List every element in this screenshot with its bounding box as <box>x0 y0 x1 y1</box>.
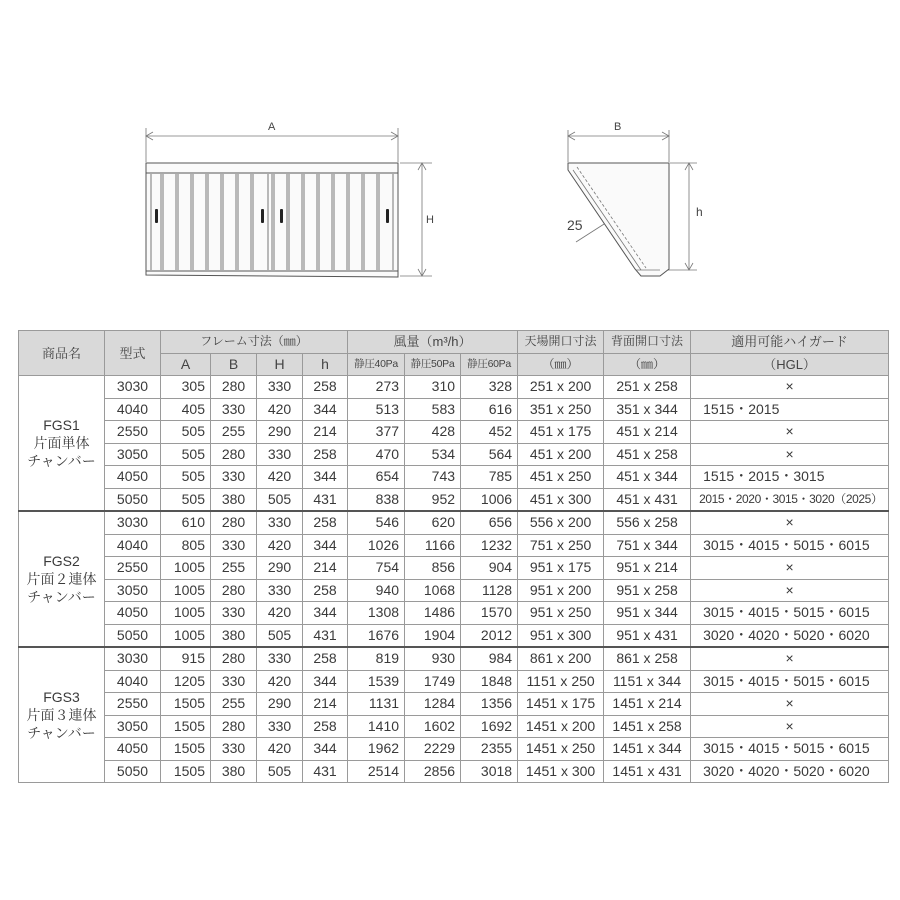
cell-h-lower: 258 <box>303 376 348 399</box>
cell-h-upper: 330 <box>257 715 303 738</box>
cell-top-opening: 861 x 200 <box>518 647 604 670</box>
cell-back-opening: 951 x 258 <box>604 579 691 602</box>
cell-top-opening: 451 x 300 <box>518 488 604 511</box>
cell-hgl: × <box>691 376 889 399</box>
cell-airflow-60pa: 1570 <box>461 602 518 625</box>
cell-top-opening: 1451 x 200 <box>518 715 604 738</box>
cell-airflow-40pa: 819 <box>348 647 405 670</box>
cell-back-opening: 951 x 431 <box>604 624 691 647</box>
product-name-cell <box>19 376 105 512</box>
header-col-40pa: 静圧40Pa <box>348 353 405 376</box>
cell-back-opening: 451 x 258 <box>604 443 691 466</box>
dim-label-a: A <box>268 121 276 133</box>
cell-h-upper: 420 <box>257 466 303 489</box>
cell-h-upper: 505 <box>257 760 303 783</box>
cell-top-opening: 951 x 175 <box>518 557 604 580</box>
cell-top-opening: 1451 x 250 <box>518 738 604 761</box>
header-col-60pa: 静圧60Pa <box>461 353 518 376</box>
cell-a: 1505 <box>161 738 211 761</box>
header-top-opening: 天場開口寸法 <box>518 331 604 354</box>
cell-hgl: × <box>691 579 889 602</box>
dim-label-b: B <box>614 121 622 133</box>
table-row <box>19 602 889 625</box>
cell-h-lower: 214 <box>303 421 348 444</box>
cell-h-lower: 431 <box>303 624 348 647</box>
cell-airflow-50pa: 2856 <box>405 760 461 783</box>
cell-h-upper: 330 <box>257 376 303 399</box>
cell-h-upper: 420 <box>257 602 303 625</box>
cell-hgl: 1515・2015・3015 <box>691 466 889 489</box>
table-row <box>19 466 889 489</box>
header-airflow: 風量（m³/h） <box>348 331 518 354</box>
cell-airflow-50pa: 1486 <box>405 602 461 625</box>
cell-airflow-50pa: 1749 <box>405 670 461 693</box>
cell-h-upper: 290 <box>257 557 303 580</box>
cell-hgl: × <box>691 421 889 444</box>
cell-top-opening: 556 x 200 <box>518 511 604 534</box>
cell-airflow-40pa: 377 <box>348 421 405 444</box>
cell-model: 5050 <box>105 760 161 783</box>
cell-top-opening: 351 x 250 <box>518 398 604 421</box>
header-model: 型式 <box>105 331 161 376</box>
header-back-opening: 背面開口寸法 <box>604 331 691 354</box>
cell-a: 915 <box>161 647 211 670</box>
cell-airflow-40pa: 754 <box>348 557 405 580</box>
table-body <box>19 376 889 783</box>
cell-airflow-60pa: 3018 <box>461 760 518 783</box>
cell-airflow-40pa: 838 <box>348 488 405 511</box>
cell-model: 3050 <box>105 715 161 738</box>
cell-a: 1005 <box>161 579 211 602</box>
cell-h-lower: 258 <box>303 715 348 738</box>
cell-a: 505 <box>161 488 211 511</box>
table-row <box>19 511 889 534</box>
table-row <box>19 376 889 399</box>
table-row <box>19 647 889 670</box>
cell-airflow-40pa: 940 <box>348 579 405 602</box>
cell-a: 1205 <box>161 670 211 693</box>
cell-airflow-60pa: 328 <box>461 376 518 399</box>
cell-airflow-60pa: 1848 <box>461 670 518 693</box>
cell-airflow-40pa: 1308 <box>348 602 405 625</box>
cell-hgl: × <box>691 693 889 716</box>
cell-hgl: × <box>691 511 889 534</box>
cell-airflow-60pa: 2012 <box>461 624 518 647</box>
cell-top-opening: 951 x 300 <box>518 624 604 647</box>
cell-back-opening: 451 x 431 <box>604 488 691 511</box>
cell-airflow-40pa: 546 <box>348 511 405 534</box>
cell-hgl: × <box>691 715 889 738</box>
cell-a: 1005 <box>161 557 211 580</box>
dim-label-h-lower: h <box>696 205 703 219</box>
cell-airflow-40pa: 470 <box>348 443 405 466</box>
cell-airflow-50pa: 1904 <box>405 624 461 647</box>
cell-model: 4050 <box>105 466 161 489</box>
cell-h-upper: 505 <box>257 624 303 647</box>
cell-b: 380 <box>211 624 257 647</box>
cell-model: 4050 <box>105 738 161 761</box>
cell-airflow-50pa: 1166 <box>405 534 461 557</box>
cell-hgl: 1515・2015 <box>691 398 889 421</box>
product-name-line1: 片面２連体 <box>26 571 97 587</box>
cell-airflow-60pa: 904 <box>461 557 518 580</box>
cell-hgl: 3015・4015・5015・6015 <box>691 738 889 761</box>
spec-table <box>18 330 889 783</box>
cell-b: 330 <box>211 738 257 761</box>
cell-airflow-50pa: 583 <box>405 398 461 421</box>
cell-hgl: 3020・4020・5020・6020 <box>691 624 889 647</box>
cell-airflow-50pa: 1284 <box>405 693 461 716</box>
table-row <box>19 421 889 444</box>
cell-airflow-60pa: 656 <box>461 511 518 534</box>
header-product-name: 商品名 <box>19 331 105 376</box>
cell-h-upper: 505 <box>257 488 303 511</box>
cell-h-lower: 344 <box>303 466 348 489</box>
cell-airflow-60pa: 1128 <box>461 579 518 602</box>
cell-h-upper: 290 <box>257 421 303 444</box>
cell-airflow-60pa: 785 <box>461 466 518 489</box>
cell-top-opening: 951 x 200 <box>518 579 604 602</box>
header-hgl: 適用可能ハイガード <box>691 331 889 354</box>
cell-top-opening: 451 x 175 <box>518 421 604 444</box>
cell-hgl: 3015・4015・5015・6015 <box>691 602 889 625</box>
cell-h-upper: 330 <box>257 647 303 670</box>
cell-back-opening: 451 x 214 <box>604 421 691 444</box>
cell-h-lower: 344 <box>303 602 348 625</box>
cell-top-opening: 1151 x 250 <box>518 670 604 693</box>
cell-model: 2550 <box>105 421 161 444</box>
cell-model: 3030 <box>105 647 161 670</box>
cell-airflow-50pa: 428 <box>405 421 461 444</box>
cell-top-opening: 951 x 250 <box>518 602 604 625</box>
cell-back-opening: 1151 x 344 <box>604 670 691 693</box>
header-col-b: B <box>211 353 257 376</box>
header-col-h-upper: H <box>257 353 303 376</box>
cell-h-upper: 420 <box>257 398 303 421</box>
cell-a: 1005 <box>161 624 211 647</box>
cell-h-upper: 420 <box>257 670 303 693</box>
cell-a: 1505 <box>161 760 211 783</box>
product-name-cell <box>19 647 105 783</box>
cell-a: 1505 <box>161 693 211 716</box>
cell-hgl: × <box>691 647 889 670</box>
cell-back-opening: 951 x 344 <box>604 602 691 625</box>
cell-a: 505 <box>161 466 211 489</box>
cell-model: 3030 <box>105 376 161 399</box>
table-row <box>19 670 889 693</box>
cell-airflow-50pa: 1068 <box>405 579 461 602</box>
cell-hgl: × <box>691 443 889 466</box>
cell-top-opening: 251 x 200 <box>518 376 604 399</box>
cell-airflow-60pa: 984 <box>461 647 518 670</box>
table-row <box>19 443 889 466</box>
table-row <box>19 760 889 783</box>
product-name-line1: 片面３連体 <box>26 707 97 723</box>
cell-b: 280 <box>211 647 257 670</box>
cell-airflow-50pa: 2229 <box>405 738 461 761</box>
cell-model: 2550 <box>105 693 161 716</box>
header-hgl-sub: （HGL） <box>691 353 889 376</box>
cell-airflow-40pa: 1026 <box>348 534 405 557</box>
cell-model: 5050 <box>105 624 161 647</box>
cell-back-opening: 1451 x 344 <box>604 738 691 761</box>
product-code: FGS1 <box>43 417 80 433</box>
cell-airflow-50pa: 743 <box>405 466 461 489</box>
table-row <box>19 579 889 602</box>
cell-b: 255 <box>211 557 257 580</box>
cell-airflow-40pa: 513 <box>348 398 405 421</box>
cell-airflow-60pa: 1356 <box>461 693 518 716</box>
table-header <box>19 331 889 376</box>
cell-a: 305 <box>161 376 211 399</box>
cell-back-opening: 351 x 344 <box>604 398 691 421</box>
cell-back-opening: 556 x 258 <box>604 511 691 534</box>
cell-back-opening: 1451 x 431 <box>604 760 691 783</box>
cell-b: 330 <box>211 398 257 421</box>
table-row <box>19 488 889 511</box>
cell-airflow-50pa: 620 <box>405 511 461 534</box>
cell-h-lower: 214 <box>303 693 348 716</box>
cell-hgl: 2015・2020・3015・3020（2025） <box>691 488 889 511</box>
cell-a: 505 <box>161 421 211 444</box>
product-name-line2: チャンバー <box>27 725 96 741</box>
cell-hgl: 3015・4015・5015・6015 <box>691 534 889 557</box>
cell-back-opening: 951 x 214 <box>604 557 691 580</box>
cell-top-opening: 451 x 250 <box>518 466 604 489</box>
technical-drawings <box>0 0 900 320</box>
table-row <box>19 557 889 580</box>
cell-h-upper: 330 <box>257 511 303 534</box>
cell-b: 380 <box>211 488 257 511</box>
cell-model: 2550 <box>105 557 161 580</box>
cell-back-opening: 1451 x 258 <box>604 715 691 738</box>
cell-model: 3050 <box>105 443 161 466</box>
product-name-line2: チャンバー <box>27 589 96 605</box>
cell-airflow-40pa: 1410 <box>348 715 405 738</box>
table-row <box>19 534 889 557</box>
cell-h-upper: 330 <box>257 443 303 466</box>
table-row <box>19 738 889 761</box>
header-col-a: A <box>161 353 211 376</box>
cell-airflow-40pa: 1539 <box>348 670 405 693</box>
header-frame-dims: フレーム寸法（㎜） <box>161 331 348 354</box>
table-row <box>19 693 889 716</box>
cell-airflow-60pa: 616 <box>461 398 518 421</box>
cell-b: 330 <box>211 534 257 557</box>
cell-airflow-50pa: 856 <box>405 557 461 580</box>
dim-label-25: 25 <box>567 217 583 233</box>
table-row <box>19 398 889 421</box>
cell-airflow-60pa: 1232 <box>461 534 518 557</box>
cell-h-lower: 431 <box>303 760 348 783</box>
cell-airflow-60pa: 452 <box>461 421 518 444</box>
cell-top-opening: 451 x 200 <box>518 443 604 466</box>
product-code: FGS2 <box>43 553 80 569</box>
cell-model: 3050 <box>105 579 161 602</box>
cell-top-opening: 751 x 250 <box>518 534 604 557</box>
cell-b: 330 <box>211 466 257 489</box>
cell-a: 1505 <box>161 715 211 738</box>
table-row <box>19 624 889 647</box>
cell-back-opening: 251 x 258 <box>604 376 691 399</box>
cell-model: 4040 <box>105 670 161 693</box>
cell-back-opening: 751 x 344 <box>604 534 691 557</box>
cell-back-opening: 451 x 344 <box>604 466 691 489</box>
product-code: FGS3 <box>43 689 80 705</box>
cell-h-lower: 344 <box>303 738 348 761</box>
cell-b: 255 <box>211 421 257 444</box>
cell-airflow-40pa: 1676 <box>348 624 405 647</box>
cell-h-upper: 290 <box>257 693 303 716</box>
cell-h-lower: 431 <box>303 488 348 511</box>
cell-airflow-40pa: 2514 <box>348 760 405 783</box>
cell-airflow-60pa: 1692 <box>461 715 518 738</box>
cell-h-lower: 344 <box>303 534 348 557</box>
cell-hgl: × <box>691 557 889 580</box>
cell-airflow-60pa: 2355 <box>461 738 518 761</box>
cell-h-lower: 258 <box>303 511 348 534</box>
cell-h-upper: 420 <box>257 738 303 761</box>
cell-back-opening: 1451 x 214 <box>604 693 691 716</box>
cell-top-opening: 1451 x 300 <box>518 760 604 783</box>
cell-model: 4040 <box>105 534 161 557</box>
product-name-cell <box>19 511 105 647</box>
cell-a: 505 <box>161 443 211 466</box>
cell-a: 805 <box>161 534 211 557</box>
table-row <box>19 715 889 738</box>
cell-airflow-40pa: 1131 <box>348 693 405 716</box>
cell-b: 255 <box>211 693 257 716</box>
cell-h-lower: 214 <box>303 557 348 580</box>
cell-model: 3030 <box>105 511 161 534</box>
header-back-opening-unit: （㎜） <box>604 353 691 376</box>
product-name-line2: チャンバー <box>27 453 96 469</box>
cell-a: 610 <box>161 511 211 534</box>
cell-model: 4050 <box>105 602 161 625</box>
cell-airflow-50pa: 930 <box>405 647 461 670</box>
header-top-opening-unit: （㎜） <box>518 353 604 376</box>
header-col-h-lower: h <box>303 353 348 376</box>
cell-top-opening: 1451 x 175 <box>518 693 604 716</box>
front-view-drawing <box>0 0 900 320</box>
cell-hgl: 3020・4020・5020・6020 <box>691 760 889 783</box>
cell-b: 280 <box>211 579 257 602</box>
cell-h-upper: 330 <box>257 579 303 602</box>
cell-h-lower: 344 <box>303 670 348 693</box>
cell-model: 5050 <box>105 488 161 511</box>
cell-airflow-50pa: 310 <box>405 376 461 399</box>
cell-h-lower: 258 <box>303 443 348 466</box>
cell-b: 330 <box>211 602 257 625</box>
header-col-50pa: 静圧50Pa <box>405 353 461 376</box>
dim-label-h-upper: H <box>426 214 434 226</box>
cell-airflow-60pa: 1006 <box>461 488 518 511</box>
product-name-line1: 片面単体 <box>33 435 90 451</box>
cell-airflow-40pa: 654 <box>348 466 405 489</box>
cell-b: 330 <box>211 670 257 693</box>
cell-h-upper: 420 <box>257 534 303 557</box>
cell-airflow-50pa: 1602 <box>405 715 461 738</box>
cell-b: 280 <box>211 511 257 534</box>
cell-model: 4040 <box>105 398 161 421</box>
cell-h-lower: 258 <box>303 579 348 602</box>
cell-h-lower: 258 <box>303 647 348 670</box>
cell-a: 405 <box>161 398 211 421</box>
cell-b: 380 <box>211 760 257 783</box>
cell-airflow-60pa: 564 <box>461 443 518 466</box>
cell-a: 1005 <box>161 602 211 625</box>
cell-airflow-40pa: 273 <box>348 376 405 399</box>
cell-b: 280 <box>211 715 257 738</box>
cell-b: 280 <box>211 443 257 466</box>
cell-hgl: 3015・4015・5015・6015 <box>691 670 889 693</box>
cell-back-opening: 861 x 258 <box>604 647 691 670</box>
cell-airflow-50pa: 952 <box>405 488 461 511</box>
cell-b: 280 <box>211 376 257 399</box>
cell-airflow-50pa: 534 <box>405 443 461 466</box>
cell-airflow-40pa: 1962 <box>348 738 405 761</box>
cell-h-lower: 344 <box>303 398 348 421</box>
